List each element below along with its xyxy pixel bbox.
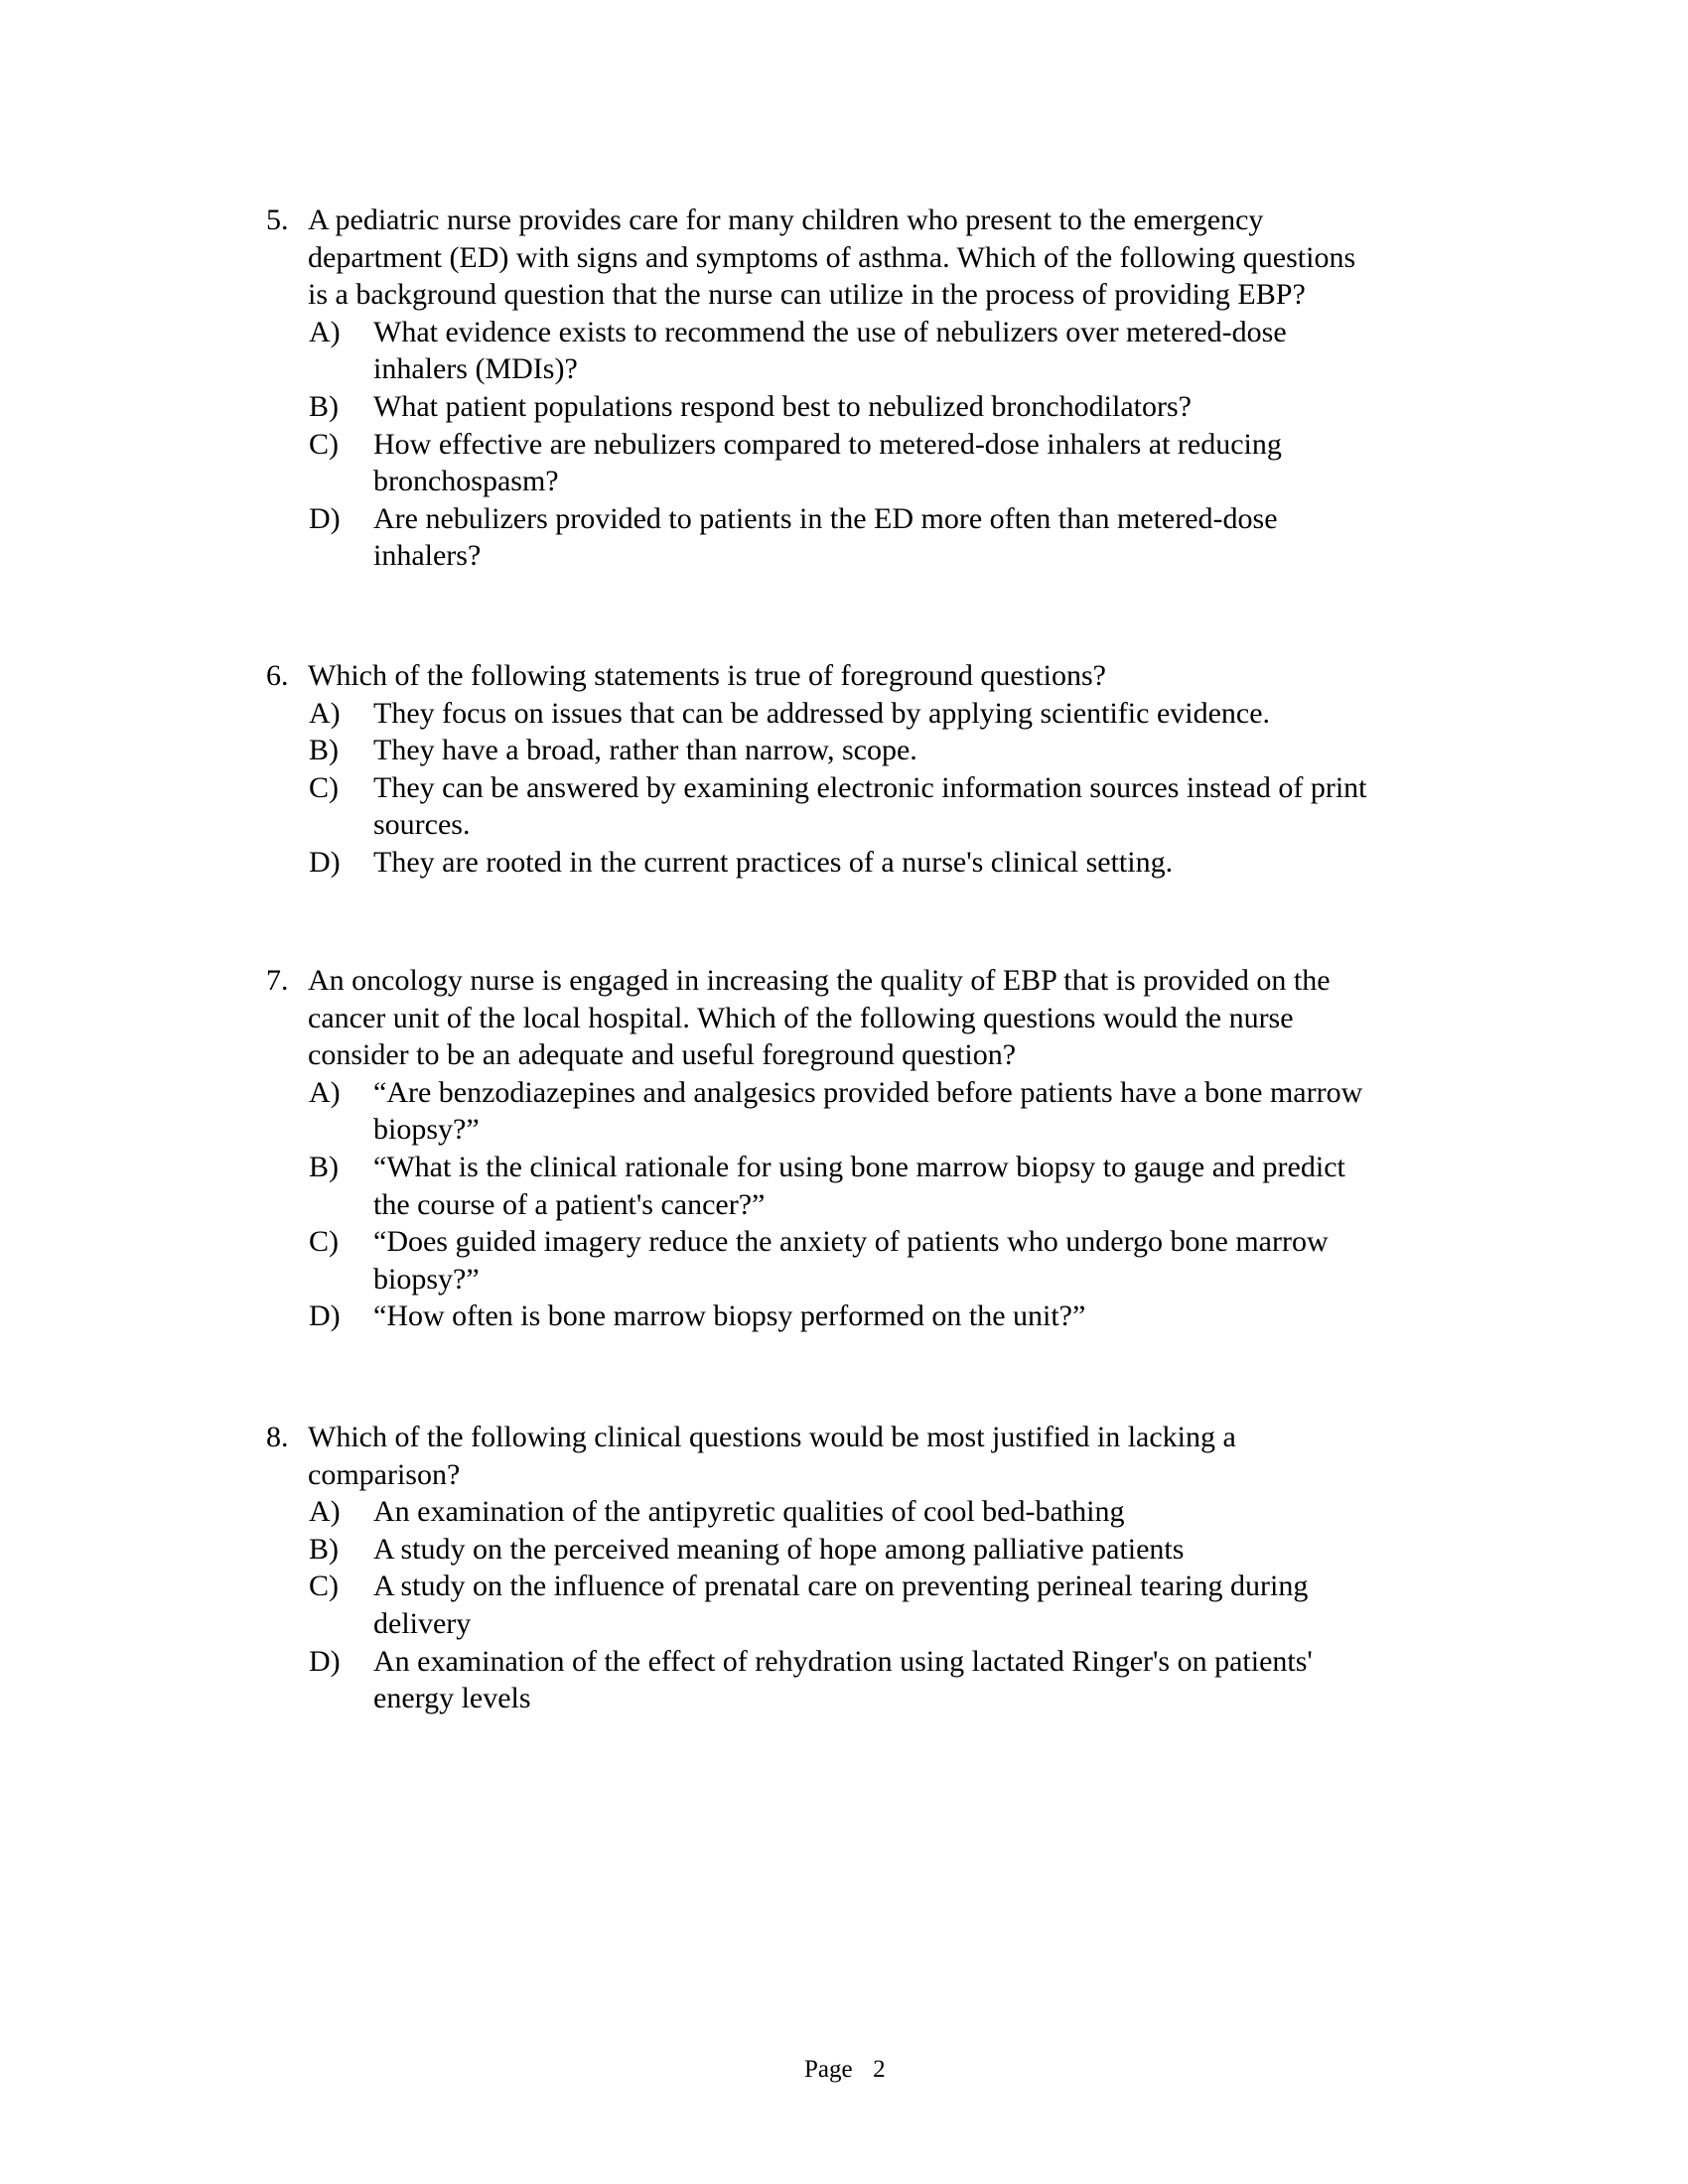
question-stem-row	[0, 276, 1688, 314]
option-letter: D)	[309, 1299, 341, 1333]
answer-option-d	[0, 844, 1688, 882]
option-text: They can be answered by examining electronic information sources instead of print	[373, 770, 1367, 804]
option-text: inhalers?	[373, 539, 482, 573]
option-text: An examination of the effect of rehydration using lactated Ringer's on patients'	[373, 1644, 1313, 1678]
question-stem-row	[0, 239, 1688, 277]
option-text: biopsy?”	[373, 1113, 480, 1147]
answer-option-a	[0, 1074, 1688, 1112]
option-text: sources.	[373, 808, 471, 842]
option-text: “Are benzodiazepines and analgesics provided before patients have a bone marrow	[373, 1075, 1363, 1109]
answer-option-b	[0, 732, 1688, 769]
question-stem-line: comparison?	[308, 1457, 461, 1491]
option-letter: A)	[309, 315, 341, 348]
option-letter: D)	[309, 501, 341, 535]
answer-option-d	[0, 1643, 1688, 1681]
option-letter: C)	[309, 1225, 339, 1259]
question-stem-row	[0, 1000, 1688, 1037]
option-text: “Does guided imagery reduce the anxiety of patients who undergo bone marrow	[373, 1225, 1329, 1259]
answer-option-c	[0, 1223, 1688, 1261]
question-stem-row	[0, 962, 1688, 1000]
option-letter: B)	[309, 734, 339, 767]
question-stem-line: consider to be an adequate and useful foreground question?	[308, 1038, 1017, 1072]
answer-option-a-continued	[0, 1111, 1688, 1149]
option-text: inhalers (MDIs)?	[373, 352, 578, 386]
answer-option-b-continued	[0, 1186, 1688, 1224]
answer-option-d	[0, 1297, 1688, 1335]
option-text: They have a broad, rather than narrow, scope.	[373, 734, 917, 767]
option-text: biopsy?”	[373, 1262, 480, 1296]
option-letter: B)	[309, 1532, 339, 1566]
question-stem-line: is a background question that the nurse can utilize in the process of providing EBP?	[308, 278, 1306, 312]
question-stem-line: A pediatric nurse provides care for many children who present to the emergency	[308, 204, 1264, 236]
answer-option-d	[0, 500, 1688, 538]
page-number: Page 2	[804, 2056, 886, 2083]
answer-option-d-continued	[0, 537, 1688, 575]
option-text: A study on the influence of prenatal care on preventing perineal tearing during	[373, 1570, 1309, 1603]
option-text: “What is the clinical rationale for using bone marrow biopsy to gauge and predict	[373, 1150, 1345, 1183]
answer-option-c	[0, 769, 1688, 807]
question-number: 6.	[266, 659, 289, 692]
option-text: An examination of the antipyretic qualities of cool bed-bathing	[373, 1495, 1125, 1529]
question-stem-line: Which of the following statements is true of foreground questions?	[308, 659, 1106, 692]
question-6	[0, 657, 1688, 882]
answer-option-a	[0, 314, 1688, 351]
option-text: What evidence exists to recommend the use of nebulizers over metered-dose	[373, 315, 1287, 348]
option-letter: A)	[309, 696, 341, 730]
question-stem-row	[0, 657, 1688, 695]
option-letter: A)	[309, 1075, 341, 1109]
option-text: “How often is bone marrow biopsy performed on the unit?”	[373, 1299, 1086, 1333]
question-stem-line: department (ED) with signs and symptoms of asthma. Which of the following questions	[308, 240, 1356, 274]
answer-option-b	[0, 1149, 1688, 1186]
answer-option-b	[0, 388, 1688, 426]
option-text: Are nebulizers provided to patients in the ED more often than metered-dose	[373, 501, 1278, 535]
option-text: bronchospasm?	[373, 465, 559, 498]
option-text: They are rooted in the current practices of a nurse's clinical setting.	[373, 845, 1174, 879]
question-stem-line: cancer unit of the local hospital. Which of the following questions would the nurse	[308, 1001, 1294, 1034]
question-stem-row	[0, 202, 1688, 239]
option-letter: C)	[309, 1570, 339, 1603]
option-letter: B)	[309, 389, 339, 423]
answer-option-c-continued	[0, 806, 1688, 844]
question-8	[0, 1419, 1688, 1717]
answer-option-c-continued	[0, 463, 1688, 500]
answer-option-d-continued	[0, 1680, 1688, 1717]
option-text: delivery	[373, 1606, 472, 1640]
question-stem-line: An oncology nurse is engaged in increasing the quality of EBP that is provided on the	[308, 964, 1331, 997]
question-number: 7.	[266, 964, 289, 997]
answer-option-a	[0, 695, 1688, 733]
answer-option-a	[0, 1493, 1688, 1531]
option-text: They focus on issues that can be addressed by applying scientific evidence.	[373, 696, 1271, 730]
question-stem-row	[0, 1419, 1688, 1456]
question-stem-row	[0, 1036, 1688, 1074]
question-stem-line: Which of the following clinical questions would be most justified in lacking a	[308, 1421, 1236, 1453]
option-text: A study on the perceived meaning of hope among palliative patients	[373, 1532, 1185, 1566]
answer-option-b	[0, 1531, 1688, 1569]
question-stem-row	[0, 1456, 1688, 1494]
option-text: energy levels	[373, 1682, 531, 1715]
answer-option-c	[0, 1568, 1688, 1605]
answer-option-c-continued	[0, 1605, 1688, 1643]
answer-option-a-continued	[0, 350, 1688, 388]
option-text: How effective are nebulizers compared to metered-dose inhalers at reducing	[373, 427, 1282, 461]
question-number: 8.	[266, 1421, 289, 1453]
answer-option-c-continued	[0, 1261, 1688, 1298]
option-text: What patient populations respond best to nebulized bronchodilators?	[373, 389, 1192, 423]
option-letter: B)	[309, 1150, 339, 1183]
option-letter: D)	[309, 1644, 341, 1678]
question-5	[0, 202, 1688, 575]
question-7	[0, 962, 1688, 1335]
option-letter: A)	[309, 1495, 341, 1529]
option-letter: D)	[309, 845, 341, 879]
option-text: the course of a patient's cancer?”	[373, 1187, 766, 1221]
question-number: 5.	[266, 204, 289, 236]
option-letter: C)	[309, 770, 339, 804]
option-letter: C)	[309, 427, 339, 461]
answer-option-c	[0, 426, 1688, 464]
